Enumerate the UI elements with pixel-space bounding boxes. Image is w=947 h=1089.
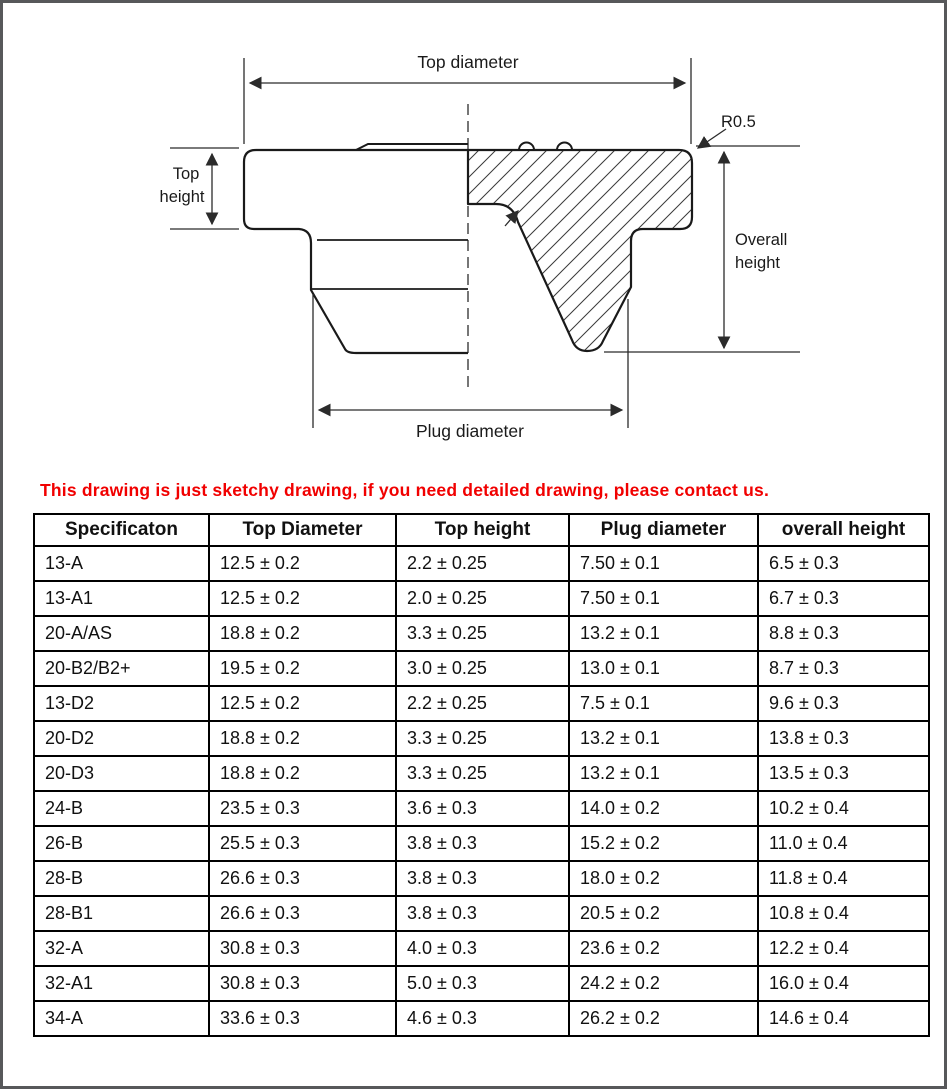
dim-label-plug-diameter: Plug diameter bbox=[416, 421, 524, 441]
dimension-value-cell: 3.6 ± 0.3 bbox=[396, 791, 569, 826]
dimension-value-cell: 3.3 ± 0.25 bbox=[396, 721, 569, 756]
dimension-value-cell: 19.5 ± 0.2 bbox=[209, 651, 396, 686]
vent-bump-right bbox=[557, 143, 572, 150]
dimension-value-cell: 15.2 ± 0.2 bbox=[569, 826, 758, 861]
spec-name-cell: 13-A bbox=[34, 546, 209, 581]
dimension-value-cell: 12.5 ± 0.2 bbox=[209, 581, 396, 616]
dimension-value-cell: 7.50 ± 0.1 bbox=[569, 546, 758, 581]
table-row bbox=[34, 826, 929, 861]
dimension-value-cell: 13.0 ± 0.1 bbox=[569, 651, 758, 686]
dimension-value-cell: 2.0 ± 0.25 bbox=[396, 581, 569, 616]
column-header: Top height bbox=[396, 514, 569, 546]
spec-name-cell: 20-A/AS bbox=[34, 616, 209, 651]
dimension-value-cell: 7.5 ± 0.1 bbox=[569, 686, 758, 721]
column-header: Plug diameter bbox=[569, 514, 758, 546]
table-row bbox=[34, 1001, 929, 1036]
dimension-value-cell: 23.5 ± 0.3 bbox=[209, 791, 396, 826]
dimension-value-cell: 12.2 ± 0.4 bbox=[758, 931, 929, 966]
specification-table bbox=[33, 513, 930, 1037]
dimension-value-cell: 30.8 ± 0.3 bbox=[209, 931, 396, 966]
table-row bbox=[34, 651, 929, 686]
spec-name-cell: 13-D2 bbox=[34, 686, 209, 721]
dimension-value-cell: 6.5 ± 0.3 bbox=[758, 546, 929, 581]
plug-cross-section-drawing bbox=[0, 0, 947, 465]
dimension-value-cell: 3.8 ± 0.3 bbox=[396, 861, 569, 896]
dimension-value-cell: 2.2 ± 0.25 bbox=[396, 686, 569, 721]
dimension-value-cell: 8.8 ± 0.3 bbox=[758, 616, 929, 651]
spec-name-cell: 26-B bbox=[34, 826, 209, 861]
dimension-value-cell: 23.6 ± 0.2 bbox=[569, 931, 758, 966]
table-row bbox=[34, 966, 929, 1001]
dimension-value-cell: 11.0 ± 0.4 bbox=[758, 826, 929, 861]
spec-name-cell: 32-A1 bbox=[34, 966, 209, 1001]
table-row bbox=[34, 686, 929, 721]
section-hatched-body bbox=[468, 150, 692, 351]
table-row bbox=[34, 756, 929, 791]
column-header: overall height bbox=[758, 514, 929, 546]
dimension-value-cell: 7.50 ± 0.1 bbox=[569, 581, 758, 616]
dimension-value-cell: 12.5 ± 0.2 bbox=[209, 546, 396, 581]
table-row bbox=[34, 581, 929, 616]
dimension-value-cell: 14.0 ± 0.2 bbox=[569, 791, 758, 826]
dimension-value-cell: 18.8 ± 0.2 bbox=[209, 756, 396, 791]
dimension-value-cell: 26.2 ± 0.2 bbox=[569, 1001, 758, 1036]
table-row bbox=[34, 791, 929, 826]
table-row bbox=[34, 861, 929, 896]
table-row bbox=[34, 931, 929, 966]
dimension-value-cell: 2.2 ± 0.25 bbox=[396, 546, 569, 581]
spec-name-cell: 20-D2 bbox=[34, 721, 209, 756]
spec-name-cell: 13-A1 bbox=[34, 581, 209, 616]
table-row bbox=[34, 616, 929, 651]
table-row bbox=[34, 546, 929, 581]
dimension-value-cell: 3.3 ± 0.25 bbox=[396, 616, 569, 651]
dimension-value-cell: 10.2 ± 0.4 bbox=[758, 791, 929, 826]
dimension-value-cell: 11.8 ± 0.4 bbox=[758, 861, 929, 896]
dimension-value-cell: 3.3 ± 0.25 bbox=[396, 756, 569, 791]
dim-label-radius: R0.5 bbox=[721, 113, 756, 131]
dimension-value-cell: 16.0 ± 0.4 bbox=[758, 966, 929, 1001]
dimension-value-cell: 13.2 ± 0.1 bbox=[569, 616, 758, 651]
dimension-value-cell: 12.5 ± 0.2 bbox=[209, 686, 396, 721]
dimension-value-cell: 10.8 ± 0.4 bbox=[758, 896, 929, 931]
dimension-value-cell: 13.2 ± 0.1 bbox=[569, 756, 758, 791]
spec-name-cell: 32-A bbox=[34, 931, 209, 966]
dimension-value-cell: 26.6 ± 0.3 bbox=[209, 896, 396, 931]
spec-name-cell: 28-B1 bbox=[34, 896, 209, 931]
dimension-value-cell: 24.2 ± 0.2 bbox=[569, 966, 758, 1001]
sketchy-drawing-notice: This drawing is just sketchy drawing, if you need detailed drawing, please contact us. bbox=[40, 480, 770, 500]
table-row bbox=[34, 896, 929, 931]
spec-name-cell: 34-A bbox=[34, 1001, 209, 1036]
spec-name-cell: 24-B bbox=[34, 791, 209, 826]
dimension-value-cell: 4.6 ± 0.3 bbox=[396, 1001, 569, 1036]
dimension-value-cell: 26.6 ± 0.3 bbox=[209, 861, 396, 896]
table-row bbox=[34, 721, 929, 756]
spec-name-cell: 28-B bbox=[34, 861, 209, 896]
dimension-value-cell: 6.7 ± 0.3 bbox=[758, 581, 929, 616]
spec-table-body bbox=[34, 546, 929, 1036]
vent-bump-left bbox=[519, 143, 534, 150]
dimension-value-cell: 33.6 ± 0.3 bbox=[209, 1001, 396, 1036]
dimension-value-cell: 13.8 ± 0.3 bbox=[758, 721, 929, 756]
dimension-value-cell: 18.0 ± 0.2 bbox=[569, 861, 758, 896]
technical-drawing bbox=[0, 0, 947, 465]
spec-name-cell: 20-D3 bbox=[34, 756, 209, 791]
radius-leader-line bbox=[698, 129, 726, 148]
dimension-value-cell: 25.5 ± 0.3 bbox=[209, 826, 396, 861]
dim-label-overall-height-1: Overall bbox=[735, 231, 788, 249]
dimension-value-cell: 4.0 ± 0.3 bbox=[396, 931, 569, 966]
dimension-value-cell: 9.6 ± 0.3 bbox=[758, 686, 929, 721]
dim-label-overall-height-2: height bbox=[735, 254, 780, 272]
dimension-value-cell: 3.8 ± 0.3 bbox=[396, 896, 569, 931]
dimension-value-cell: 14.6 ± 0.4 bbox=[758, 1001, 929, 1036]
dimension-value-cell: 5.0 ± 0.3 bbox=[396, 966, 569, 1001]
dimension-value-cell: 8.7 ± 0.3 bbox=[758, 651, 929, 686]
dimension-value-cell: 20.5 ± 0.2 bbox=[569, 896, 758, 931]
dim-label-top-height-1: Top bbox=[172, 165, 200, 183]
table-header-row bbox=[34, 514, 929, 546]
dimension-value-cell: 13.5 ± 0.3 bbox=[758, 756, 929, 791]
outline-body bbox=[244, 150, 468, 353]
dimension-value-cell: 3.0 ± 0.25 bbox=[396, 651, 569, 686]
dimension-value-cell: 18.8 ± 0.2 bbox=[209, 721, 396, 756]
spec-name-cell: 20-B2/B2+ bbox=[34, 651, 209, 686]
dim-label-top-diameter: Top diameter bbox=[417, 52, 519, 72]
column-header: Specificaton bbox=[34, 514, 209, 546]
dimension-value-cell: 13.2 ± 0.1 bbox=[569, 721, 758, 756]
column-header: Top Diameter bbox=[209, 514, 396, 546]
dim-label-top-height-2: height bbox=[159, 188, 205, 206]
dimension-value-cell: 30.8 ± 0.3 bbox=[209, 966, 396, 1001]
dimension-value-cell: 18.8 ± 0.2 bbox=[209, 616, 396, 651]
dimension-value-cell: 3.8 ± 0.3 bbox=[396, 826, 569, 861]
